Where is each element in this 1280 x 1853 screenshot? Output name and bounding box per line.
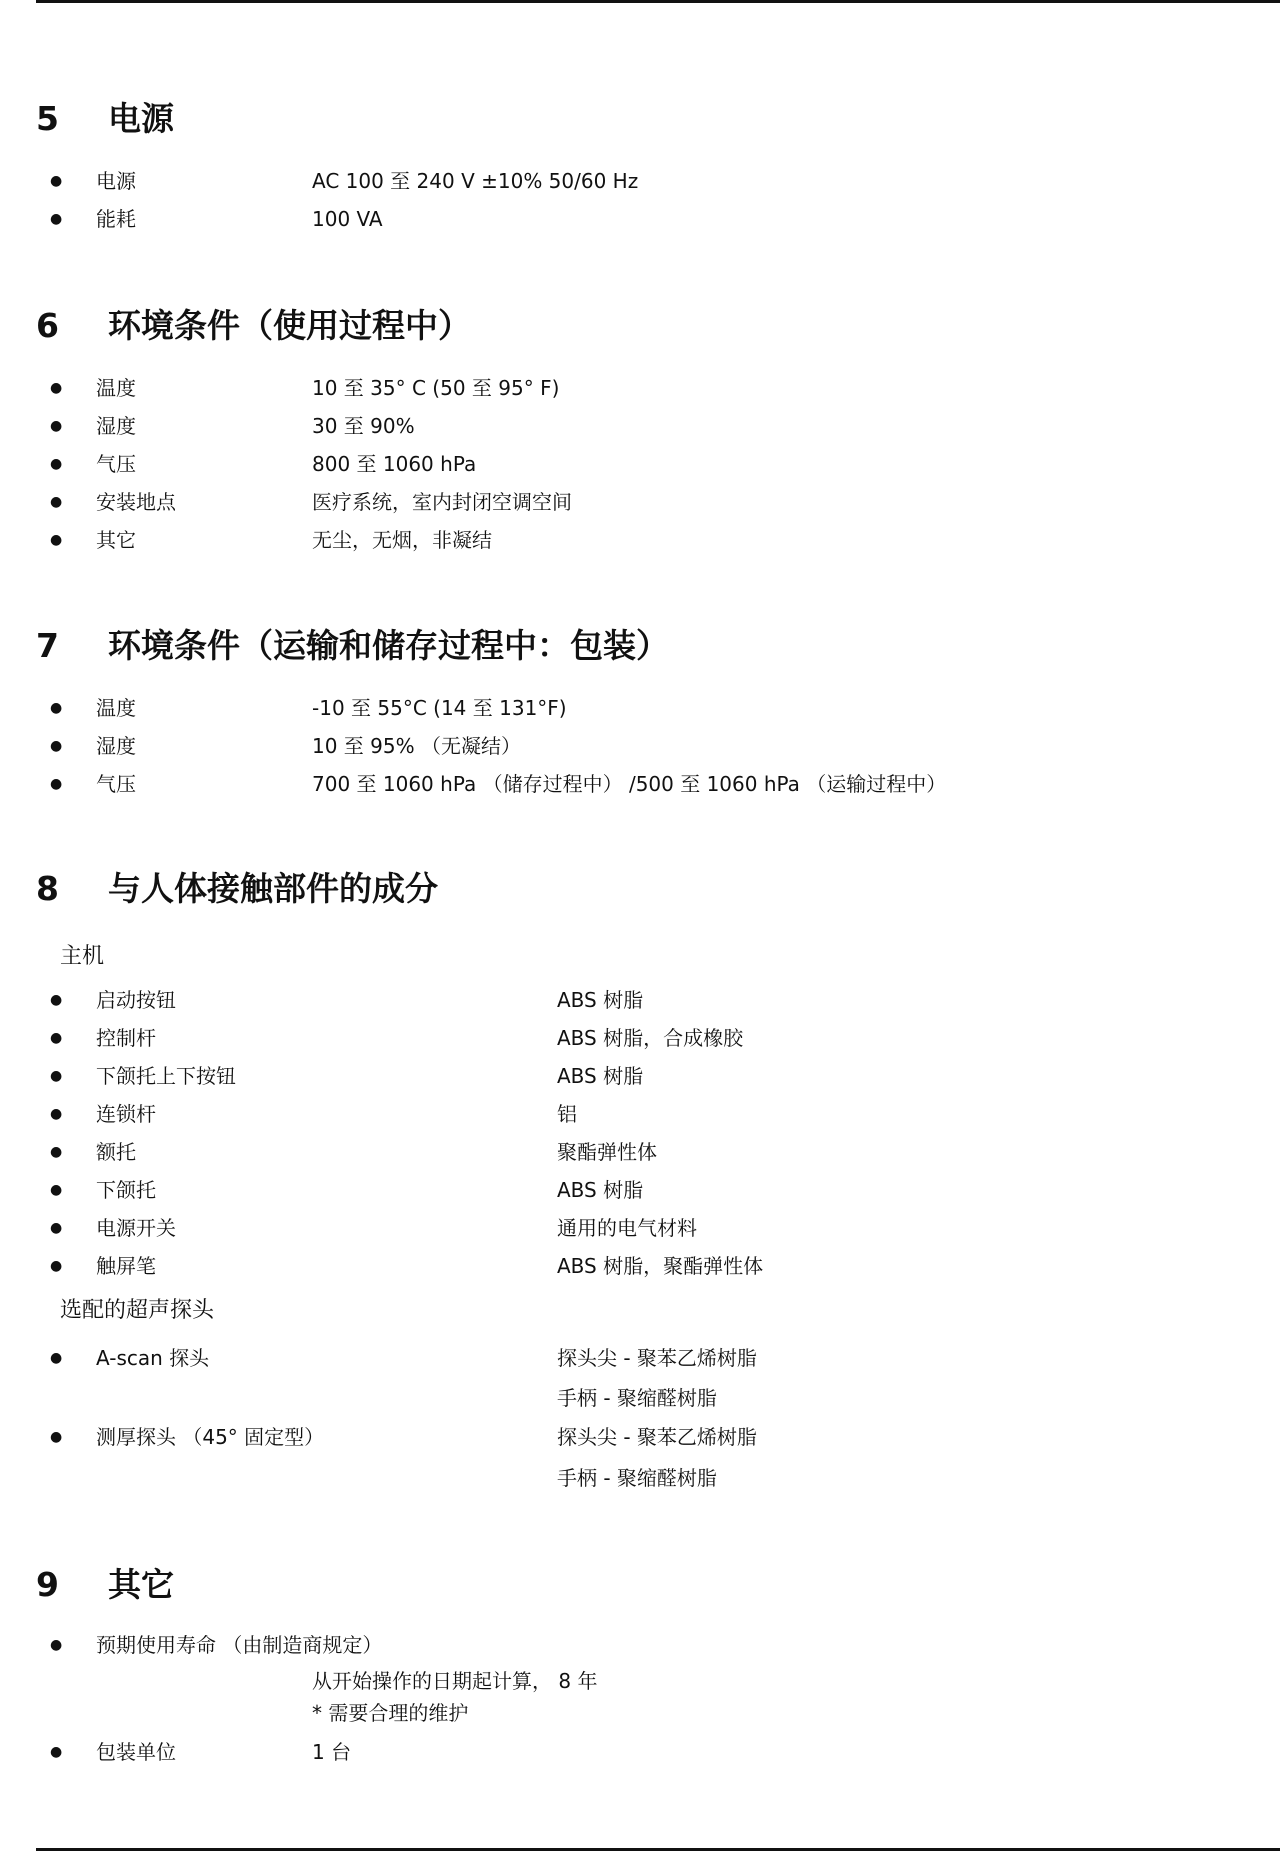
material-item	[0, 1209, 1280, 1247]
material-item	[0, 981, 1280, 1019]
bullet-icon: ●	[50, 1144, 63, 1160]
material-item	[0, 1095, 1280, 1133]
spec-value: 医疗系统，室内封闭空调空间	[312, 490, 572, 514]
section-title: 电源	[108, 99, 174, 138]
packing-unit-label: 包装单位	[96, 1740, 176, 1764]
bullet-icon: ●	[50, 532, 63, 548]
subheading-main-unit: 主机	[60, 944, 105, 969]
maintenance-note: * 需要合理的维护	[312, 1701, 469, 1725]
bullet-icon: ●	[50, 1744, 63, 1760]
spec-item	[0, 483, 1280, 521]
bullet-icon: ●	[50, 173, 63, 189]
material-value: 通用的电气材料	[557, 1216, 697, 1240]
packing-unit-value: 1 台	[312, 1740, 352, 1764]
bullet-icon: ●	[50, 1220, 63, 1236]
spec-value: 700 至 1060 hPa （储存过程中） /500 至 1060 hPa （运输过程中）	[312, 772, 947, 796]
bottom-rule	[36, 1848, 1280, 1851]
probe-label: A-scan 探头	[96, 1346, 210, 1370]
bullet-icon: ●	[50, 494, 63, 510]
section-title: 环境条件（运输和储存过程中：包装）	[108, 626, 669, 665]
spec-label: 温度	[96, 376, 136, 400]
service-life-value: 从开始操作的日期起计算， 8 年	[312, 1669, 598, 1693]
spec-value: 10 至 35° C (50 至 95° F)	[312, 376, 560, 400]
spec-item	[0, 765, 1280, 803]
section-heading	[36, 97, 174, 141]
part-label: 启动按钮	[96, 988, 176, 1012]
bullet-icon: ●	[50, 456, 63, 472]
section-heading	[36, 624, 669, 668]
bullet-icon: ●	[50, 738, 63, 754]
material-value: ABS 树脂，聚酯弹性体	[557, 1254, 764, 1278]
bullet-icon: ●	[50, 992, 63, 1008]
part-label: 触屏笔	[96, 1254, 156, 1278]
part-label: 电源开关	[96, 1216, 176, 1240]
bullet-icon: ●	[50, 1068, 63, 1084]
spec-item	[0, 162, 1280, 200]
bullet-icon: ●	[50, 1106, 63, 1122]
probe-item	[0, 1418, 1280, 1456]
spec-value: 30 至 90%	[312, 414, 415, 438]
material-value: ABS 树脂，合成橡胶	[557, 1026, 744, 1050]
spec-item	[0, 727, 1280, 765]
section-title: 环境条件（使用过程中）	[108, 306, 471, 345]
probe-tip-material: 探头尖 - 聚苯乙烯树脂	[557, 1346, 757, 1370]
material-item	[0, 1019, 1280, 1057]
section-heading	[36, 867, 438, 911]
material-value: ABS 树脂	[557, 1064, 644, 1088]
part-label: 下颌托	[96, 1178, 156, 1202]
material-item	[0, 1057, 1280, 1095]
section-number: 8	[36, 869, 59, 908]
probe-tip-material: 探头尖 - 聚苯乙烯树脂	[557, 1425, 757, 1449]
part-label: 连锁杆	[96, 1102, 156, 1126]
part-label: 额托	[96, 1140, 136, 1164]
spec-value: 10 至 95% （无凝结）	[312, 734, 521, 758]
section-number: 6	[36, 306, 59, 345]
spec-label: 电源	[96, 169, 136, 193]
section-title: 与人体接触部件的成分	[108, 869, 438, 908]
spec-label: 能耗	[96, 207, 136, 231]
other-item-packing-unit	[0, 1733, 1280, 1771]
other-item-service-life	[0, 1626, 1280, 1664]
section-heading	[36, 1563, 174, 1607]
probe-item-continued	[0, 1459, 1280, 1497]
spec-value: 800 至 1060 hPa	[312, 452, 477, 476]
spec-item	[0, 200, 1280, 238]
material-item	[0, 1171, 1280, 1209]
bullet-icon: ●	[50, 418, 63, 434]
spec-value: AC 100 至 240 V ±10% 50/60 Hz	[312, 169, 639, 193]
section-number: 5	[36, 99, 59, 138]
spec-label: 湿度	[96, 734, 136, 758]
spec-label: 其它	[96, 528, 136, 552]
probe-label: 测厚探头 （45° 固定型）	[96, 1425, 325, 1449]
bullet-icon: ●	[50, 700, 63, 716]
probe-handle-material: 手柄 - 聚缩醛树脂	[557, 1466, 717, 1490]
bullet-icon: ●	[50, 1429, 63, 1445]
section-title: 其它	[108, 1565, 174, 1604]
spec-label: 安装地点	[96, 490, 176, 514]
material-value: ABS 树脂	[557, 988, 644, 1012]
spec-item	[0, 521, 1280, 559]
spec-value: -10 至 55°C (14 至 131°F)	[312, 696, 567, 720]
subheading-optional-probes: 选配的超声探头	[60, 1298, 215, 1323]
part-label: 下颌托上下按钮	[96, 1064, 236, 1088]
section-heading	[36, 304, 471, 348]
part-label: 控制杆	[96, 1026, 156, 1050]
bullet-icon: ●	[50, 1258, 63, 1274]
spec-label: 温度	[96, 696, 136, 720]
bullet-icon: ●	[50, 380, 63, 396]
section-number: 9	[36, 1565, 59, 1604]
spec-label: 气压	[96, 772, 136, 796]
spec-value: 无尘，无烟，非凝结	[312, 528, 492, 552]
service-life-label: 预期使用寿命 （由制造商规定）	[96, 1633, 383, 1657]
spec-value: 100 VA	[312, 207, 383, 231]
spec-label: 湿度	[96, 414, 136, 438]
bullet-icon: ●	[50, 211, 63, 227]
bullet-icon: ●	[50, 776, 63, 792]
spec-label: 气压	[96, 452, 136, 476]
top-rule	[36, 0, 1280, 3]
bullet-icon: ●	[50, 1182, 63, 1198]
probe-handle-material: 手柄 - 聚缩醛树脂	[557, 1386, 717, 1410]
material-value: 聚酯弹性体	[557, 1140, 657, 1164]
material-value: 铝	[557, 1102, 577, 1126]
spec-item	[0, 407, 1280, 445]
material-item	[0, 1247, 1280, 1285]
material-item	[0, 1133, 1280, 1171]
bullet-icon: ●	[50, 1637, 63, 1653]
probe-item-continued	[0, 1379, 1280, 1417]
spec-item	[0, 445, 1280, 483]
spec-item	[0, 369, 1280, 407]
bullet-icon: ●	[50, 1350, 63, 1366]
spec-item	[0, 689, 1280, 727]
section-number: 7	[36, 626, 59, 665]
material-value: ABS 树脂	[557, 1178, 644, 1202]
probe-item	[0, 1339, 1280, 1377]
bullet-icon: ●	[50, 1030, 63, 1046]
